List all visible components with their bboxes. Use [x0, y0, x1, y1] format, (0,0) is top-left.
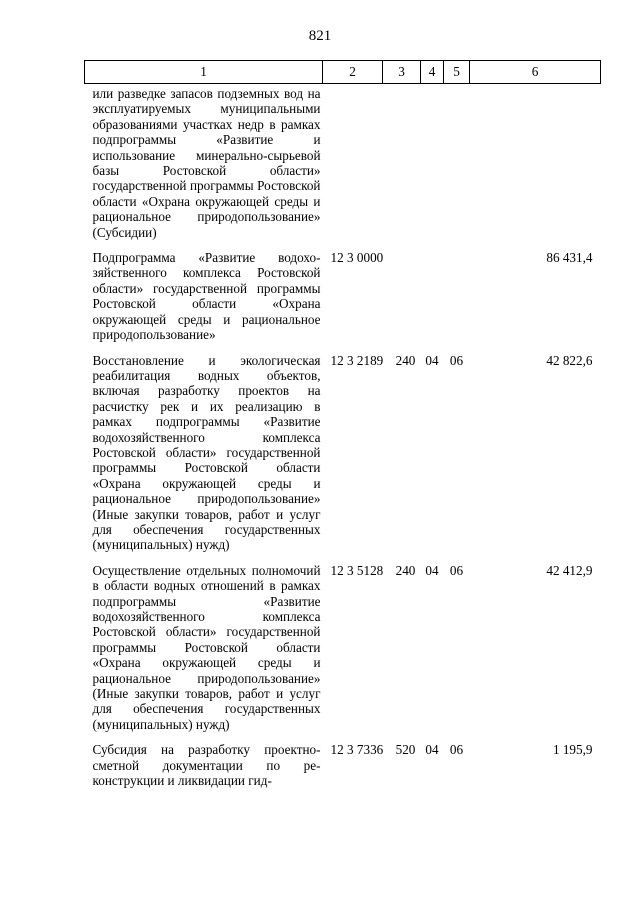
row-expense-type: 240: [395, 562, 416, 578]
row-code: 12 3 5128: [330, 562, 384, 578]
row-name: Подпрограмма «Развитие водохозяйственного комплекса Ростовской области» государственной программы Ростовской области «Охрана окружающей среды и рациональное природопользование»: [92, 250, 321, 343]
header-col-2: 2: [323, 61, 383, 84]
row-subsection: 06: [449, 742, 464, 758]
table-row: [85, 353, 601, 563]
row-expense-type: 240: [395, 352, 416, 368]
page-number: 821: [308, 28, 332, 44]
row-subsection: 06: [449, 352, 464, 368]
row-amount: 86 431,4: [546, 250, 593, 266]
row-name: Осуществление отдельных полномочий в области водных отношений в рамках подпрограммы «Развитие водохозяйственного комплекса Ростовской области» государственной программы Ростовской области «Охрана окружающей среды и рациональное природопользование» (Иные закупки товаров, работ и услуг для обеспечения государственных (муниципальных) нужд): [92, 562, 321, 732]
row-subsection: [444, 84, 470, 251]
row-expense-type: [383, 84, 421, 251]
row-code: 12 3 7336: [330, 742, 384, 758]
table-row: [85, 250, 601, 352]
header-col-1: 1: [85, 61, 323, 84]
row-amount: 1 195,9: [552, 742, 593, 758]
row-subsection: [444, 250, 470, 352]
row-expense-type: 520: [395, 742, 416, 758]
table-row: [85, 742, 601, 798]
budget-table: [84, 60, 601, 798]
row-amount: 42 822,6: [546, 352, 593, 368]
header-row: [85, 61, 601, 84]
table-header: [85, 61, 601, 84]
header-col-5: 5: [444, 61, 470, 84]
row-code: 12 3 2189: [330, 352, 384, 368]
table-body: [85, 84, 601, 799]
row-name: Субсидия на разработку проектно-сметной документации по реконструкции и ликвидации гид-: [92, 742, 321, 789]
table-row: [85, 84, 601, 251]
header-col-3: 3: [383, 61, 421, 84]
row-section: [421, 84, 444, 251]
row-amount: 42 412,9: [546, 562, 593, 578]
row-code: [323, 84, 383, 251]
row-section: 04: [425, 562, 439, 578]
row-code: 12 3 0000: [330, 250, 384, 266]
row-amount: [470, 84, 601, 251]
header-col-6: 6: [470, 61, 601, 84]
row-section: 04: [425, 742, 439, 758]
row-expense-type: [383, 250, 421, 352]
row-section: [421, 250, 444, 352]
row-section: 04: [425, 352, 439, 368]
header-col-4: 4: [421, 61, 444, 84]
row-name: Восстановление и экологическая реабилитация водных объектов, включая разработку проектов на расчистку рек и их реализацию в рамках подпрограммы «Развитие водохозяйственного комплекса Ростовской области» государственной программы Ростовской области «Охрана окружающей среды и рациональное природопользование» (Иные закупки товаров, работ и услуг для обеспечения государственных (муниципальных) нужд): [92, 352, 321, 553]
row-name: или разведке запасов подземных вод на эксплуатируемых муниципальными образованиями участках недр в рамках подпрограммы «Развитие и использование минерально-сырьевой базы Ростовской области» государственной программы Ростовской области «Охрана окружающей среды и рациональное природопользование» (Субсидии): [92, 86, 321, 240]
row-subsection: 06: [449, 562, 464, 578]
table-row: [85, 563, 601, 742]
